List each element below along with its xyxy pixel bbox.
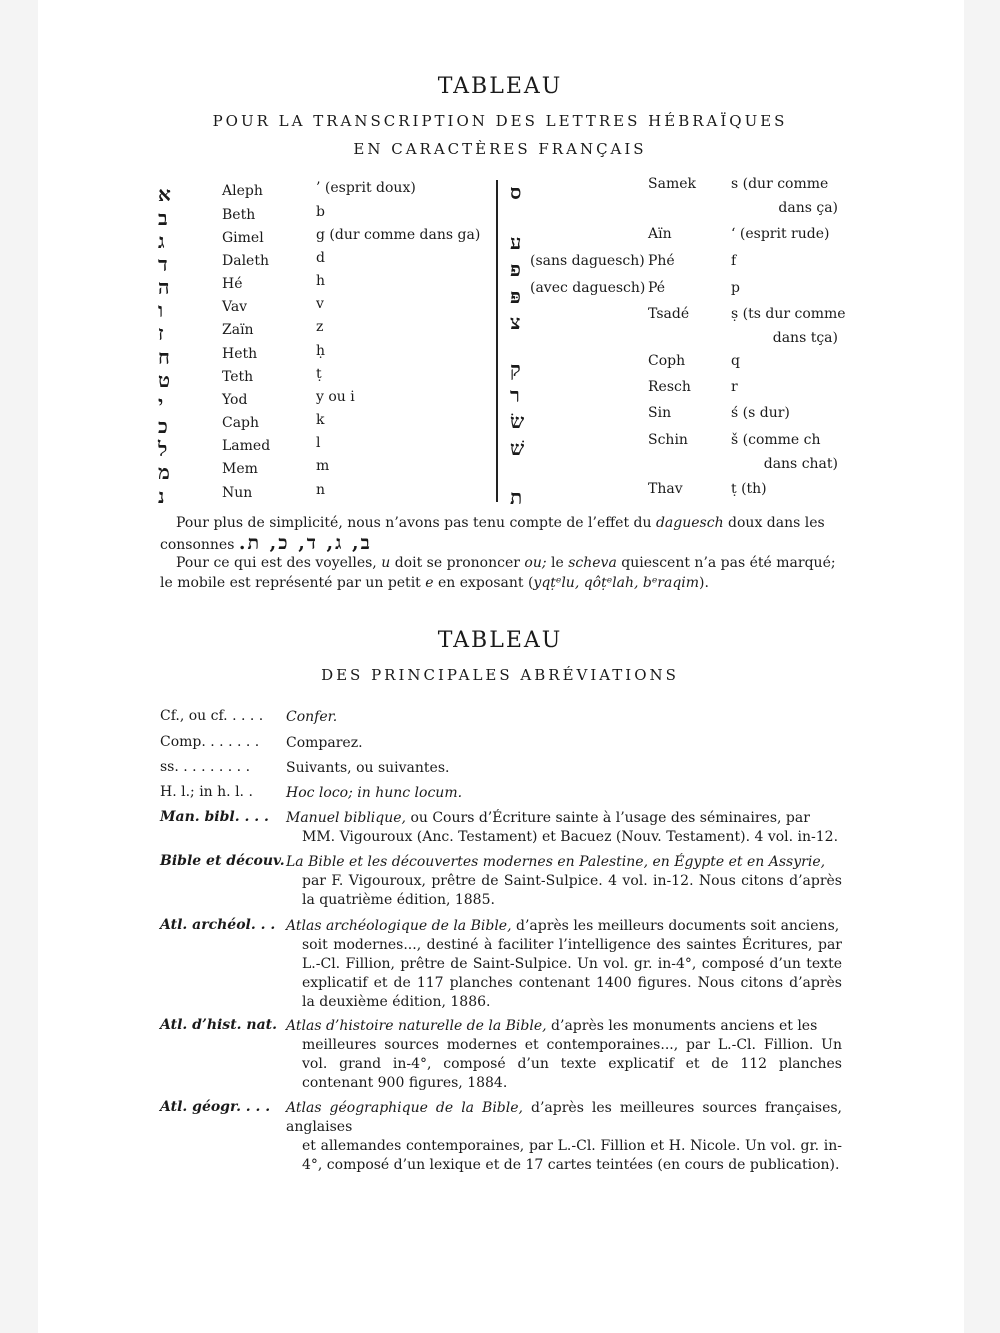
note2-e: e [425,575,434,591]
table1-title: TABLEAU [437,74,563,99]
abbreviation: Cf., ou cf. . . . . [160,708,264,724]
letter-transcription: k [316,412,325,428]
note2-text-l: ). [699,575,709,591]
letter-transcription: ś (s dur) [731,405,790,421]
abbreviation: ss. . . . . . . . . [160,759,251,775]
abbreviation: Man. bibl. . . . [160,809,269,825]
note2-text-j: en exposant ( [433,575,534,591]
abbreviation-definition [286,734,842,753]
letter-transcription: d [316,250,325,266]
letter-transcription: ṭ [316,366,322,382]
note1-text-a: Pour plus de simplicité, nous n’avons pas tenu compte de l’effet du [176,515,656,531]
hebrew-letter: ת [510,485,523,509]
letter-name: Teth [222,369,254,385]
letter-name: Phé [648,253,675,269]
letter-transcription: š (comme ch [731,432,821,448]
hebrew-letter: ה [158,275,170,299]
letter-transcription: l [316,435,321,451]
letter-name: Caph [222,415,260,431]
note2-text-g: quiescent n’a pas été marqué; [616,555,836,571]
letter-name: Sin [648,405,672,421]
letter-transcription: m [316,458,330,474]
letter-transcription: n [316,482,326,498]
abbreviation-definition [286,809,842,847]
letter-transcription: y ou i [316,389,355,405]
letter-transcription: b [316,204,325,220]
note2-text-a: Pour ce qui est des voyelles, [176,555,382,571]
definition-text: Suivants, ou suivantes. [286,760,450,776]
definition-continuation: et allemandes contemporaines, par L.-Cl. Fillion et H. Nicole. Un vol. gr. in-4°, composé d’un lexique et de 17 cartes teintées (en cours de publication). [302,1138,842,1173]
work-title: Atlas d’histoire naturelle de la Bible, [286,1018,547,1034]
letter-name: Nun [222,485,253,501]
letter-name: Aïn [648,226,672,242]
daguesch-note: (sans daguesch) [530,253,645,269]
note-daguesch [160,513,840,555]
hebrew-letter: ו [158,298,164,322]
work-title: La Bible et les découvertes modernes en Palestine, en Égypte et en Assyrie, [286,854,826,870]
abbreviation: Bible et découv. [160,853,285,869]
abbreviation: Atl. géogr. . . . [160,1099,271,1115]
abbreviation: Atl. d’hist. nat. [160,1017,277,1033]
daguesch-note: (avec daguesch) [530,280,646,296]
hebrew-letter: ד [158,252,168,276]
hebrew-letter: ל [158,437,168,461]
hebrew-letter: צ [510,310,521,334]
letter-transcription-cont: dans chat) [763,456,838,472]
note1-hebrew-letters: ב, ג, ד, כ, ת. [238,532,372,554]
definition-text: d’après les monuments anciens et les [546,1018,818,1034]
hebrew-letter: שׁ [510,436,525,460]
abbreviation-definition [286,853,842,910]
definition-text: Confer. [286,709,338,725]
letter-transcription: z [316,319,324,335]
hebrew-letter: נ [158,484,165,508]
table2-title: TABLEAU [437,628,563,653]
letter-transcription: ṭ (th) [731,481,767,497]
letter-transcription: v [316,296,324,312]
letter-name: Tsadé [648,306,690,322]
letter-transcription: q [731,353,740,369]
abbreviation-definition [286,784,842,803]
hebrew-letter: ס [510,180,522,204]
hebrew-letter: ר [510,383,520,407]
definition-text: ou Cours d’Écriture sainte à l’usage des séminaires, par [406,810,810,826]
letter-transcription: ’ (esprit doux) [316,180,416,196]
note2-examples: yqṭᵉlu, qôṭᵉlah, bᵉraqim [533,575,700,591]
hebrew-letter: ט [158,368,171,392]
table1-subtitle-line2: EN CARACTÈRES FRANÇAIS [353,140,647,158]
abbreviation-definition [286,1017,842,1093]
letter-transcription: ṣ (ts dur comme [731,306,846,322]
letter-name: Heth [222,346,258,362]
abbreviation-definition [286,917,842,1012]
note1-daguesch: daguesch [655,515,724,531]
letter-name: Resch [648,379,691,395]
letter-name: Pé [648,280,666,296]
work-title: Atlas géographique de la Bible, [286,1100,523,1116]
hebrew-letter: ק [510,357,521,381]
letter-transcription: ḥ [316,343,326,359]
letter-name: Zaïn [222,322,254,338]
hebrew-letter: שׂ [510,409,525,433]
hebrew-letter: כ [158,414,168,438]
letter-name: Yod [222,392,248,408]
letter-name: Schin [648,432,688,448]
hebrew-letter: ב [158,206,168,230]
abbreviation-definition [286,759,842,778]
letter-transcription: r [731,379,738,395]
hebrew-letter: ז [158,321,164,345]
hebrew-letter: א [158,182,171,206]
letter-name: Aleph [222,183,263,199]
letter-name: Gimel [222,230,264,246]
hebrew-letter: ע [510,230,522,254]
hebrew-letter: פּ [510,284,521,308]
letter-name: Daleth [222,253,269,269]
definition-continuation: soit modernes..., destiné à faciliter l’intelligence des saintes Écritures, par L.-Cl. Fillion, prêtre de Saint-Sulpice. Un vol. gr. in-4°, composé d’un texte explicatif et de 117 planches contenant 1400 figures. Nous citons d’après la deuxième édition, 1886. [302,937,842,1010]
letter-transcription-cont: dans ça) [778,200,838,216]
letter-name: Coph [648,353,686,369]
note1-text-c: doux dans les [723,515,825,531]
hebrew-letter: י [158,391,164,415]
abbreviation-definition [286,708,842,727]
definition-text: Comparez. [286,735,363,751]
definition-continuation: meilleures sources modernes et contemporaines..., par L.-Cl. Fillion. Un vol. grand in-4°, composé d’un texte explicatif et de 112 planches contenant 900 figures, 1884. [302,1037,842,1091]
abbreviation: Atl. archéol. . . [160,917,276,933]
note2-text-h: le mobile est représenté par un petit [160,575,426,591]
table1-subtitle-line1: POUR LA TRANSCRIPTION DES LETTRES HÉBRAÏQUES [212,112,788,130]
letter-name: Vav [222,299,248,315]
work-title: Manuel biblique, [286,810,406,826]
hebrew-letter: ג [158,229,165,253]
hebrew-letter: מ [158,460,170,484]
definition-text: Hoc loco; in hunc locum. [286,785,463,801]
abbreviation: H. l.; in h. l. . [160,784,253,800]
note2-text-c: doit se prononcer [390,555,525,571]
letter-transcription-cont: dans tça) [772,330,838,346]
abbreviation: Comp. . . . . . . [160,734,260,750]
note2-ou: ou; [524,555,547,571]
note-voyelles [160,553,840,593]
letter-transcription: p [731,280,740,296]
letter-transcription: ‘ (esprit rude) [731,226,830,242]
letter-name: Samek [648,176,696,192]
hebrew-letter: פ [510,257,521,281]
letter-transcription: h [316,273,326,289]
column-divider [496,180,498,502]
letter-name: Beth [222,207,256,223]
definition-text: d’après les meilleures sources françaises, anglaises [286,1100,842,1135]
letter-transcription: g (dur comme dans ga) [316,227,481,243]
definition-continuation: par F. Vigouroux, prêtre de Saint-Sulpice. 4 vol. in-12. Nous citons d’après la quatrième édition, 1885. [302,873,842,908]
note2-u: u [381,555,391,571]
letter-name: Lamed [222,438,271,454]
letter-name: Hé [222,276,243,292]
note2-text-e: le [546,555,569,571]
letter-transcription: f [731,253,737,269]
table2-subtitle: DES PRINCIPALES ABRÉVIATIONS [321,666,679,684]
abbreviation-definition [286,1099,842,1175]
note1-consonnes: consonnes [160,537,235,553]
work-title: Atlas archéologique de la Bible, [286,918,512,934]
note2-scheva: scheva [568,555,617,571]
definition-text: d’après les meilleurs documents soit anciens, [511,918,840,934]
letter-name: Thav [648,481,683,497]
letter-name: Mem [222,461,258,477]
letter-transcription: s (dur comme [731,176,829,192]
hebrew-letter: ח [158,345,170,369]
definition-continuation: MM. Vigouroux (Anc. Testament) et Bacuez (Nouv. Testament). 4 vol. in-12. [302,829,839,845]
